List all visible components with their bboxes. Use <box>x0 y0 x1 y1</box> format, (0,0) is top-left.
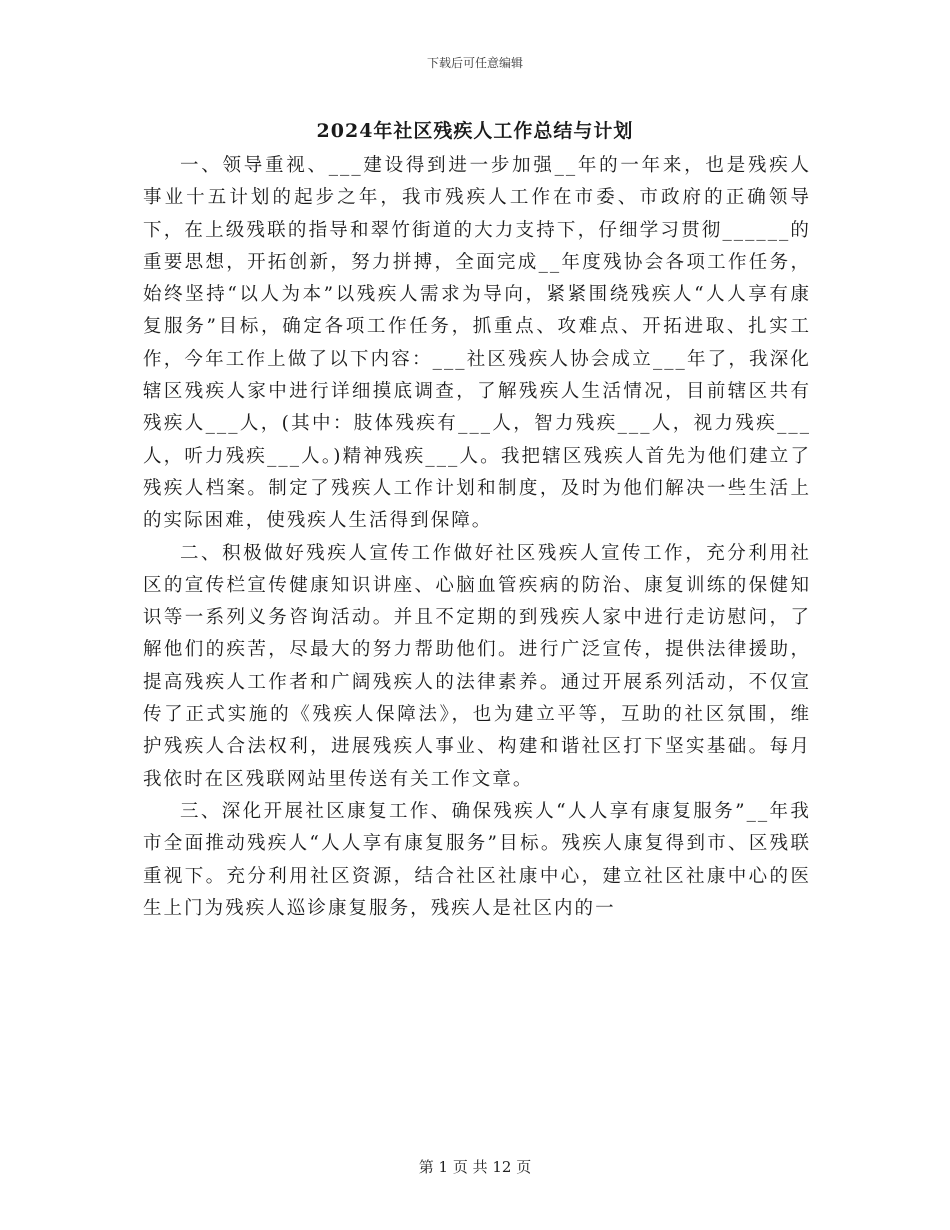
page-header: 下载后可任意编辑 <box>426 56 523 70</box>
paragraph-3: 三、深化开展社区康复工作、确保残疾人“人人享有康复服务”__年我市全面推动残疾人“人人享有康复服务”目标。残疾人康复得到市、区残联重视下。充分利用社区资源，结合社区社康中心，建立社区社康中心的医生上门为残疾人巡诊康复服务，残疾人是社区内的一 <box>143 800 811 919</box>
page-number: 第 1 页 共 12 页 <box>418 1158 532 1176</box>
document-title: 2024年社区残疾人工作总结与计划 <box>316 120 634 142</box>
paragraph-2: 二、积极做好残疾人宣传工作做好社区残疾人宣传工作，充分利用社区的宣传栏宣传健康知识讲座、心脑血管疾病的防治、康复训练的保健知识等一系列义务咨询活动。并且不定期的到残疾人家中进行走访慰问，了解他们的疾苦，尽最大的努力帮助他们。进行广泛宣传，提供法律援助，提高残疾人工作者和广阔残疾人的法律素养。通过开展系列活动，不仅宣传了正式实施的《残疾人保障法》，也为建立平等，互助的社区氛围，维护残疾人合法权利，进展残疾人事业、构建和谐社区打下坚实基础。每月我依时在区残联网站里传送有关工作文章。 <box>143 542 811 790</box>
document-body <box>143 150 811 925</box>
paragraph-1: 一、领导重视、___建设得到进一步加强__年的一年来，也是残疾人事业十五计划的起步之年，我市残疾人工作在市委、市政府的正确领导下，在上级残联的指导和翠竹街道的大力支持下，仔细学习贯彻______的重要思想，开拓创新，努力拼搏，全面完成__年度残协会各项工作任务，始终坚持“以人为本”以残疾人需求为导向，紧紧围绕残疾人“人人享有康复服务”目标，确定各项工作任务，抓重点、攻难点、开拓进取、扎实工作，今年工作上做了以下内容：___社区残疾人协会成立___年了，我深化辖区残疾人家中进行详细摸底调查，了解残疾人生活情况，目前辖区共有残疾人___人，(其中：肢体残疾有___人，智力残疾___人，视力残疾___人，听力残疾___人。)精神残疾___人。我把辖区残疾人首先为他们建立了残疾人档案。制定了残疾人工作计划和制度，及时为他们解决一些生活上的实际困难，使残疾人生活得到保障。 <box>143 155 811 532</box>
